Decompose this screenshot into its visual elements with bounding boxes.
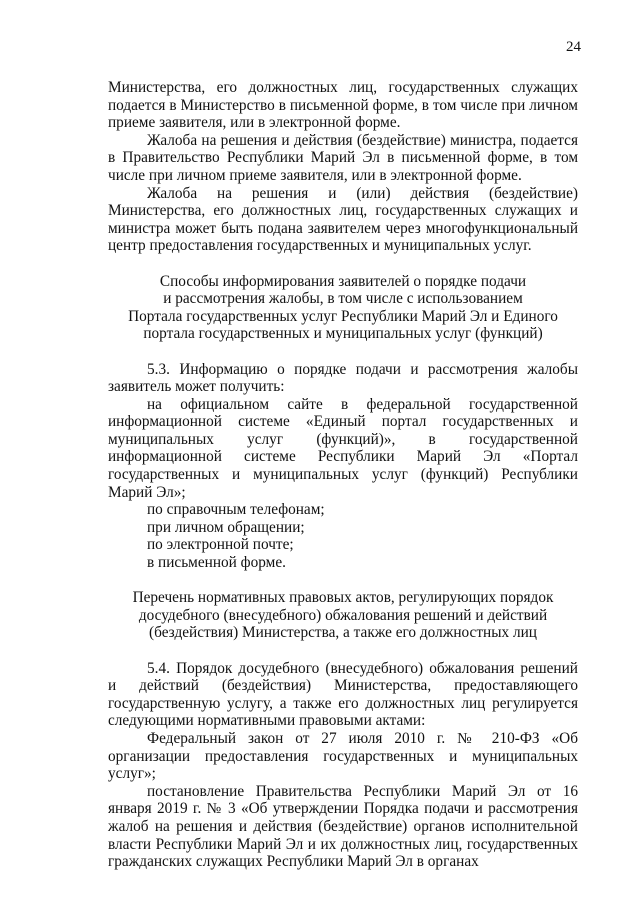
list-item: при личном обращении;	[147, 518, 305, 536]
paragraph-continuation: Министерства, его должностных лиц, государственных служащих подается в Министерство в письменной форме, в том числе при личном приеме заявителя, или в электронной форме.	[108, 79, 578, 132]
document-body	[108, 79, 578, 871]
section-heading-informing	[108, 273, 578, 343]
heading-line: Перечень нормативных правовых актов, регулирующих порядок	[132, 589, 554, 607]
heading-line: (бездействия) Министерства, а также его должностных лиц	[149, 624, 537, 642]
page-number: 24	[566, 39, 581, 55]
heading-line: Портала государственных услуг Республики Марий Эл и Единого	[128, 307, 558, 325]
paragraph-complaint-minister: Жалоба на решения и действия (бездействие) министра, подается в Правительство Республики Марий Эл в письменной форме, в том числе при личном приеме заявителя, или в электронной форме.	[108, 131, 578, 184]
list-item: по справочным телефонам;	[147, 501, 325, 519]
list-item-portal: на официальном сайте в федеральной государственной информационной системе «Единый портал государственных и муниципальных услуг (функций)», в государственной информационной системе Республики Марий Эл «Портал государственных и муниципальных услуг (функций) Республики Марий Эл»;	[108, 395, 578, 501]
spacer	[108, 255, 578, 273]
heading-line: досудебного (внесудебного) обжалования решений и действий	[138, 606, 548, 624]
list-item: в письменной форме.	[147, 554, 286, 572]
heading-line: портала государственных и муниципальных услуг (функций)	[143, 325, 543, 343]
paragraph-government-decree: постановление Правительства Республики Марий Эл от 16 января 2019 г. № 3 «Об утверждении Порядка подачи и рассмотрения жалоб на решения и действия (бездействие) органов исполнительной власти Республики Марий Эл и их должностных лиц, государственных гражданских служащих Республики Марий Эл в органах	[108, 782, 578, 871]
paragraph-complaint-mfc: Жалоба на решения и (или) действия (бездействие) Министерства, его должностных лиц, государственных служащих и министра может быть подана заявителем через многофункциональный центр предоставления государственных и муниципальных услуг.	[108, 184, 578, 255]
paragraph-5-3-intro: 5.3. Информацию о порядке подачи и рассмотрения жалобы заявитель может получить:	[108, 360, 578, 396]
paragraph-federal-law: Федеральный закон от 27 июля 2010 г. № 210-ФЗ «Об организации предоставления государственных и муниципальных услуг»;	[108, 729, 578, 783]
list-item: по электронной почте;	[147, 536, 294, 554]
paragraph-5-4-intro: 5.4. Порядок досудебного (внесудебного) обжалования решений и действий (бездействия) Министерства, предоставляющего государственную услугу, а также его должностных лиц регулируется следующими нормативными правовыми актами:	[108, 659, 578, 730]
spacer	[108, 343, 578, 361]
heading-line: и рассмотрения жалобы, в том числе с использованием	[163, 290, 523, 308]
section-heading-regulations	[108, 589, 578, 642]
spacer	[108, 572, 578, 590]
heading-line: Способы информирования заявителей о порядке подачи	[159, 272, 527, 290]
spacer	[108, 642, 578, 660]
